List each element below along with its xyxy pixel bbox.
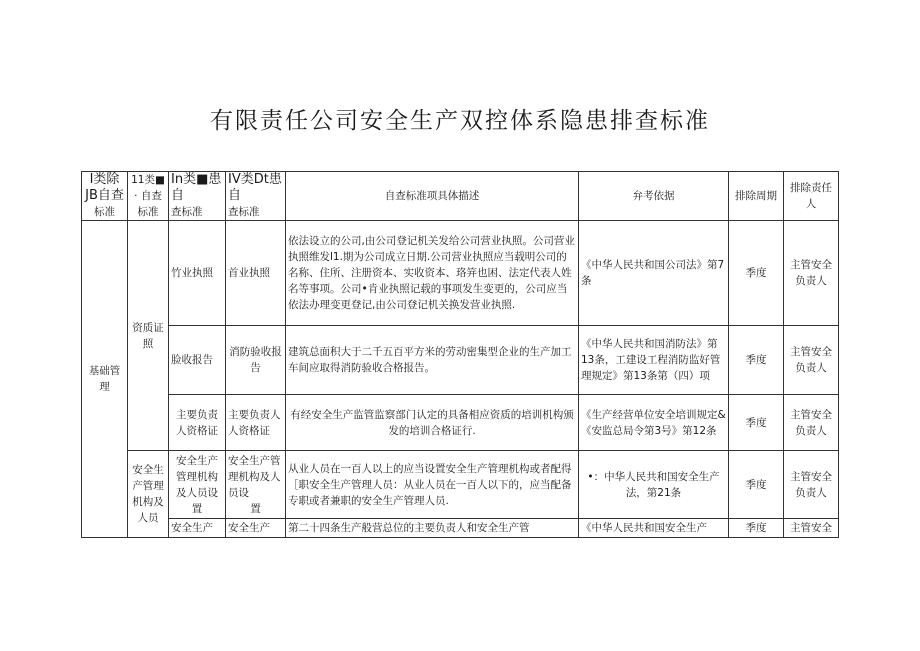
header-basis: 弁考依据 — [579, 172, 729, 221]
header-level2: 11类■ · 自查 标准 — [128, 172, 169, 221]
cell-description: 依法设立的公司,由公司登记机关发给公司营业执照。公司营业执照维发l1.期为公司成立日期.公司营业执照应当载明公司的名称、住所、注册资本、实收资本、珞笄也困、法定代表人姓名等事项。公司•肯业执照记载的事项发生变更的，公司应当依法办理变更登记,由公司登记机关换发营业执照. — [286, 221, 579, 326]
cell-description: 建筑总面积大于二千五百平方米的劳动密集型企业的生产加工车间应取得消防验收合格报告。 — [286, 326, 579, 395]
cell-level4: 消防验收报告 — [226, 326, 286, 395]
cell-level4: 首业执照 — [226, 221, 286, 326]
table-row — [82, 519, 839, 538]
header-cycle: 排除周期 — [729, 172, 784, 221]
table-row — [82, 326, 839, 395]
cell-level3: 安全生产 — [169, 519, 226, 538]
header-owner: 排除责任人 — [784, 172, 839, 221]
header-level1: I类除 JB自查 标准 — [82, 172, 128, 221]
hazard-standard-table — [81, 171, 839, 538]
cell-level3: 安全生产管理机构及人员设置 — [169, 451, 226, 519]
cell-level4: 主要负责人人资格证 — [226, 395, 286, 451]
page-title: 有限责任公司安全生产双控体系隐患排查标准 — [210, 108, 710, 134]
cell-owner: 主管安全负责人 — [784, 221, 839, 326]
cell-basis: 《中华人民共和国消防法》第13条，工建设工程消防监好管理规定》第13条第（四）项 — [579, 326, 729, 395]
cell-cycle: 季度 — [729, 519, 784, 538]
table-row — [82, 451, 839, 519]
group-level2: 安全生产管理机构及人员 — [128, 451, 169, 538]
group-level2: 资质证照 — [128, 221, 169, 451]
cell-basis: 《中华人民共和国公司法》第7条 — [579, 221, 729, 326]
cell-basis: 《中华人民共和国安全生产 — [579, 519, 729, 538]
header-description: 自查标准项具体描述 — [286, 172, 579, 221]
table-row — [82, 395, 839, 451]
table-header-row — [82, 172, 839, 221]
cell-basis: •：中华人民共和国安全生产法，第21条 — [579, 451, 729, 519]
cell-cycle: 季度 — [729, 326, 784, 395]
cell-level3: 竹业执照 — [169, 221, 226, 326]
cell-level4: 安全生产管理机构及人员设 置 — [226, 451, 286, 519]
basis-text: 《生产经营单位安全培训规定&《安监总局令第3号》第12条 — [581, 408, 726, 437]
cell-level4: 安全生产 — [226, 519, 286, 538]
cell-owner: 主管安全负责人 — [784, 395, 839, 451]
cell-basis — [579, 395, 729, 451]
cell-owner: 主管安全负责人 — [784, 326, 839, 395]
cell-description: 第二十四条生产般营总位的主要负责人和安全生产管 — [286, 519, 579, 538]
cell-owner: 主管安全 — [784, 519, 839, 538]
table-row — [82, 221, 839, 326]
cell-level3: 主要负责人资格证 — [169, 395, 226, 451]
cell-cycle: 季度 — [729, 221, 784, 326]
cell-cycle: 季度 — [729, 451, 784, 519]
group-level1: 基础管理 — [82, 221, 128, 538]
cell-description: 有经安全生产监管监察部门认定的具备相应资质的培训机构颁发的培训合格证行. — [286, 395, 579, 451]
cell-description: 从业人员在一百人以上的应当设置安全生产管理机构或者配得［职安全生产管理人员：从业人员在一百人以下的，应当配备专职或者兼职的安全生产管理人员. — [286, 451, 579, 519]
header-level3: In类■患自 查标准 — [169, 172, 226, 221]
header-level4: IV类Dt患自 查标准 — [226, 172, 286, 221]
cell-owner: 主管安全负责人 — [784, 451, 839, 519]
cell-level3: 脸收报告 — [169, 326, 226, 395]
cell-cycle: 季度 — [729, 395, 784, 451]
